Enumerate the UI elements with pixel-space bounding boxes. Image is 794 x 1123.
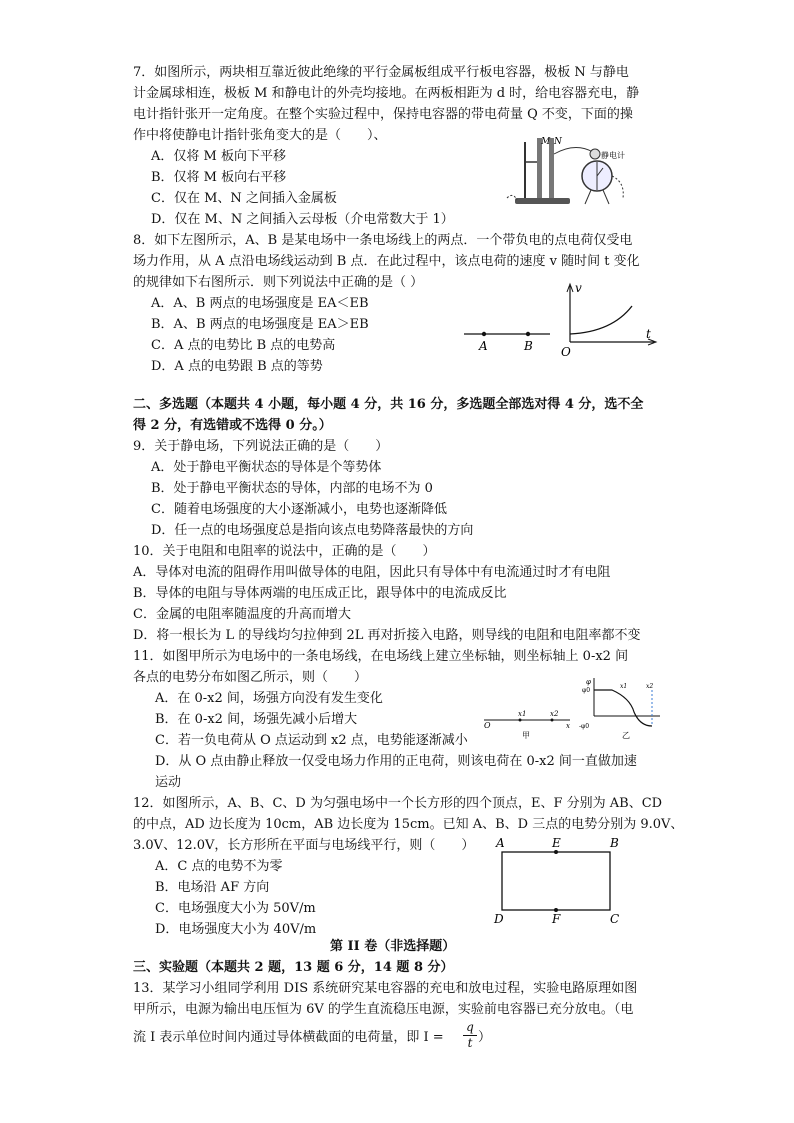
plate-m [537,138,542,198]
q12-line-1: 12．如图所示，A、B、C、D 为匀强电场中一个长方形的四个顶点，E、F 分别为 AB、CD [133,796,663,811]
q7-option-c: C．仅在 M、N 之间插入金属板 [151,191,337,206]
formula-numerator: q [463,1020,477,1036]
q12-line-2: 的中点，AD 边长度为 10cm，AB 边长度为 15cm。已知 A、B、D 三点的电势分别为 9.0V、 [133,817,684,832]
q8-line-1: 8．如下左图所示，A、B 是某电场中一条电场线上的两点．一个带负电的点电荷仅受电 [133,233,633,248]
q12-option-c: C．电场强度大小为 50V/m [155,901,316,916]
q7-option-d: D．仅在 M、N 之间插入云母板（介电常数大于 1） [151,212,454,227]
q11-line-1: 11．如图甲所示为电场中的一条电场线，在电场线上建立坐标轴，则坐标轴上 0-x2 间 [133,649,629,664]
q9-option-d: D．任一点的电场强度总是指向该点电势降落最快的方向 [151,523,474,538]
q11-option-c: C．若一负电荷从 O 点运动到 x2 点，电势能逐渐减小 [155,733,468,748]
section2-line-2: 得 2 分，有选错或不选得 0 分。） [133,418,332,433]
label-d: D [494,912,504,924]
yi-label-x1: x1 [620,683,628,690]
q8-line-2: 场力作用，从 A 点沿电场线运动到 B 点．在此过程中，该点电荷的速度 v 随时间 t 变化 [133,254,640,269]
q9-option-a: A．处于静电平衡状态的导体是个等势体 [151,460,382,475]
q7-line-2: 计金属球相连，极板 M 和静电计的外壳均接地。在两板相距为 d 时，给电容器充电，静 [133,86,640,101]
label-a: A [479,339,488,353]
q10-stem: 10．关于电阻和电阻率的说法中，正确的是（ ） [133,544,436,559]
rectangle-abcd [502,852,610,910]
q7-capacitor-figure [505,132,645,212]
v-t-curve [570,306,632,334]
q12-option-a: A．C 点的电势不为零 [155,859,283,874]
formula-fraction [463,1020,477,1051]
q9-option-c: C．随着电场强度的大小逐渐减小，电势也逐渐降低 [151,502,447,517]
part2-title: 第 II 卷（非选择题） [330,939,456,954]
section3-heading: 三、实验题（本题共 2 题，13 题 6 分，14 题 8 分） [133,960,454,975]
q10-option-b: B．导体的电阻与导体两端的电压成正比，跟导体中的电流成反比 [133,586,507,601]
jia-label-x: x [566,722,570,730]
q13-line-1: 13．某学习小组同学利用 DIS 系统研究某电容器的充电和放电过程，实验电路原理如图 [133,981,638,996]
label-t: t [646,327,651,341]
q11-option-d-cont: 运动 [155,775,182,790]
q8-option-d: D．A 点的电势跟 B 点的等势 [151,359,323,374]
jia-label-x2: x2 [550,710,559,718]
jia-label-o: O [484,721,491,730]
q12-rectangle-figure [490,834,626,924]
q8-line-3: 的规律如下右图所示．则下列说法中正确的是（ ） [133,275,424,290]
label-yi: 乙 [622,731,630,740]
jia-label-x1: x1 [518,710,527,718]
q12-option-d: D．电场强度大小为 40V/m [155,922,317,937]
label-v: v [575,281,582,295]
q12-option-b: B．电场沿 AF 方向 [155,880,270,895]
q7-line-3: 电计指针张开一定角度。在整个实验过程中，保持电容器的带电荷量 Q 不变，下面的操 [133,107,633,122]
label-n: N [554,137,562,147]
q7-line-1: 7．如图所示，两块相互靠近彼此绝缘的平行金属板组成平行板电容器，极板 N 与静电 [133,65,629,80]
point-e [554,850,558,854]
q11-figures [482,676,662,740]
q8-option-c: C．A 点的电势比 B 点的电势高 [151,338,336,353]
formula-denominator: t [467,1036,473,1050]
formula-close: ） [478,1030,492,1045]
section2-line-1: 二、多选题（本题共 4 小题，每小题 4 分，共 16 分，多选题全部选对得 4 分，选不全 [133,397,644,412]
q13-line-2: 甲所示，电源为输出电压恒为 6V 的学生直流稳压电源，实验前电容器已充分放电。（电 [133,1002,634,1017]
label-a: A [496,836,505,850]
q10-option-c: C．金属的电阻率随温度的升高而增大 [133,607,351,622]
label-b: B [524,339,533,353]
q7-option-a: A．仅将 M 板向下平移 [151,149,286,164]
point-a [482,332,486,336]
plate-n [549,138,554,198]
yi-label-phi: φ [586,678,591,686]
label-jia: 甲 [522,731,530,740]
phi-curve [594,690,652,726]
label-electrometer: 静电计 [601,151,625,160]
yi-label-x2: x2 [646,683,654,690]
label-o: O [561,345,571,359]
label-b: B [610,836,619,850]
label-m: M [541,137,551,147]
label-e: E [552,836,561,850]
q11-option-d: D．从 O 点由静止释放一仅受电场力作用的正电荷，则该电荷在 0-x2 间一直做加速 [155,754,637,769]
label-c: C [610,912,620,924]
q8-option-b: B．A、B 两点的电场强度是 EA＞EB [151,317,369,332]
q13-line-3: 流 I 表示单位时间内通过导体横截面的电荷量，即 I = [133,1030,444,1045]
q11-line-2: 各点的电势分布如图乙所示，则（ ） [133,670,368,685]
q10-option-a: A．导体对电流的阻碍作用叫做导体的电阻，因此只有导体中有电流通过时才有电阻 [133,565,611,580]
q10-option-d: D．将一根长为 L 的导线均匀拉伸到 2L 再对折接入电路，则导线的电阻和电阻率都不变 [133,628,641,643]
q9-stem: 9．关于静电场，下列说法正确的是（ ） [133,439,389,454]
q11-option-b: B．在 0-x2 间，场强先减小后增大 [155,712,358,727]
point-b [526,332,530,336]
q7-option-b: B．仅将 M 板向右平移 [151,170,287,185]
q11-option-a: A．在 0-x2 间，场强方向没有发生变化 [155,691,383,706]
yi-label-neg-phi0: -φ0 [579,723,590,730]
q12-line-3: 3.0V、12.0V，长方形所在平面与电场线平行，则（ ） [133,838,475,853]
label-f: F [552,912,561,924]
q7-line-4: 作中将使静电计指针张角变大的是（ ）、 [133,128,387,143]
yi-label-phi0: φ0 [582,687,591,694]
q8-figures [462,280,662,362]
q8-option-a: A．A、B 两点的电场强度是 EA＜EB [151,296,369,311]
q9-option-b: B．处于静电平衡状态的导体，内部的电场不为 0 [151,481,433,496]
